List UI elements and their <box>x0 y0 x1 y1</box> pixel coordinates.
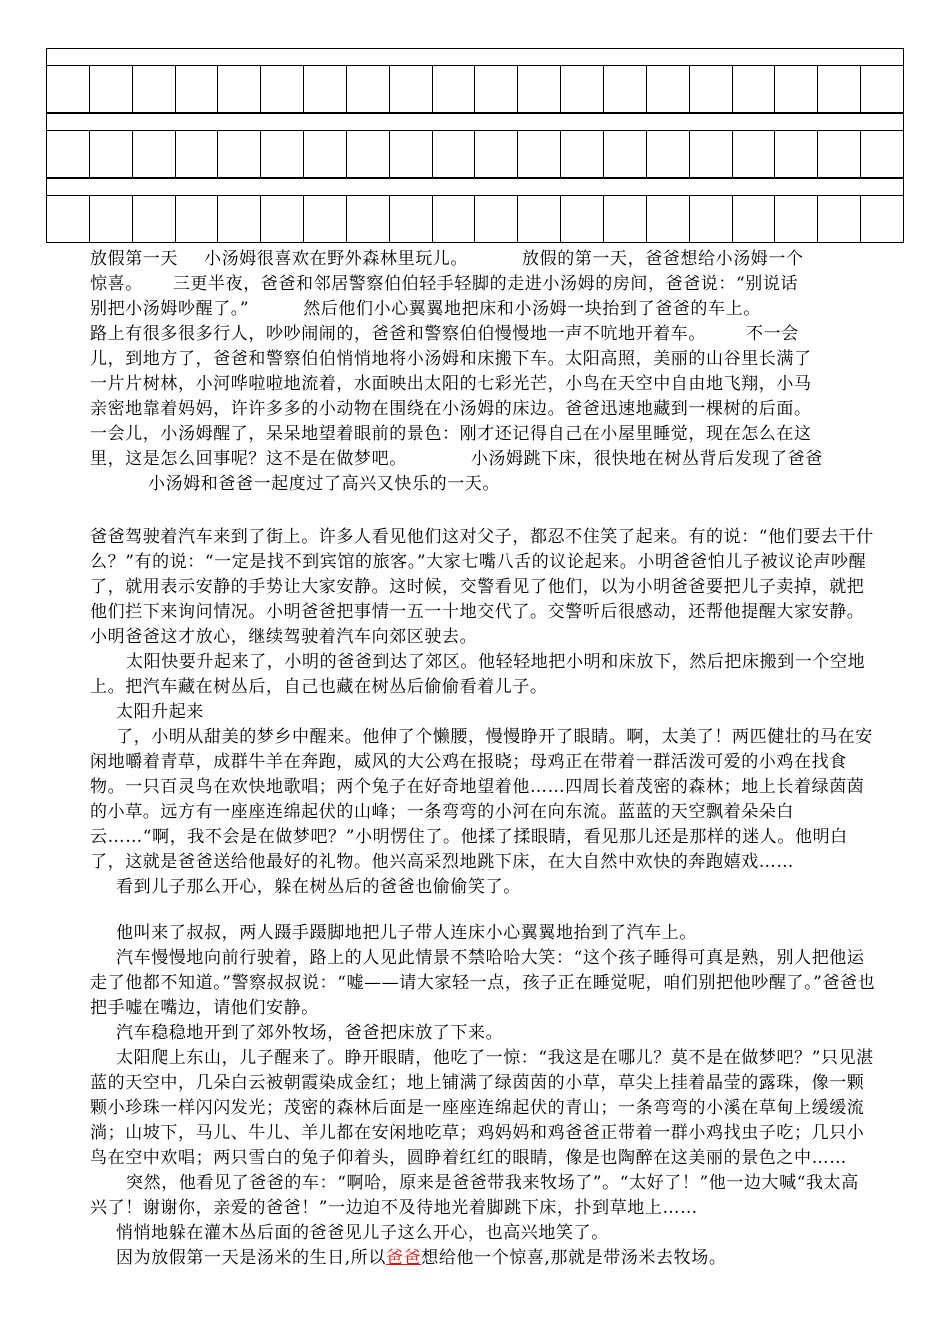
grid-cell <box>647 66 690 112</box>
story-text: 然后他们小心翼翼地把床和小汤姆一块抬到了爸爸的车上。 <box>303 299 761 319</box>
grid-cell <box>433 66 476 112</box>
story-text: 想给他一个惊喜,那就是带汤米去牧场。 <box>421 1248 727 1268</box>
story-line: 儿，到地方了，爸爸和警察伯伯悄悄地将小汤姆和床搬下车。太阳高照，美丽的山谷里长满了 <box>90 349 812 369</box>
story-line <box>90 447 876 472</box>
story-line <box>90 272 876 297</box>
grid-cell <box>347 196 390 242</box>
story-line <box>90 247 876 272</box>
paragraph: 汽车稳稳地开到了郊外牧场，爸爸把床放了下来。 <box>116 1023 504 1043</box>
grid-cell <box>861 196 903 242</box>
grid-cell <box>647 196 690 242</box>
grid-row <box>46 195 904 243</box>
grid-cell <box>261 131 304 177</box>
grid-cell <box>475 196 518 242</box>
paragraph: 突然，他看见了爸爸的车：“啊哈，原来是爸爸带我来牧场了”。“太好了！”他一边大喊“我太高兴了！谢谢你，亲爱的爸爸！”一边迫不及待地光着脚跳下床，扑到草地上…… <box>90 1173 859 1218</box>
grid-cell <box>561 196 604 242</box>
story-line: 亲密地靠着妈妈，许许多多的小动物在围绕在小汤姆的床边。爸爸迅速地藏到一棵树的后面。 <box>90 399 812 419</box>
grid-cell <box>304 196 347 242</box>
grid-cell <box>176 66 219 112</box>
grid-cell <box>861 131 903 177</box>
story-line: 小汤姆和爸爸一起度过了高兴又快乐的一天。 <box>148 474 500 494</box>
story-text: 放假的第一天，爸爸想给小汤姆一个 <box>522 249 804 269</box>
paragraph: 汽车慢慢地向前行驶着，路上的人见此情景不禁哈哈大笑：“这个孩子睡得可真是熟，别人把他运走了他都不知道。”警察叔叔说：“嘘——请大家轻一点，孩子正在睡觉呢，咱们别把他吵醒了。”爸爸也把手嘘在嘴边，请他们安静。 <box>90 948 876 1018</box>
story-text: 不一会 <box>746 324 799 344</box>
grid-cell <box>218 66 261 112</box>
story-one <box>90 247 876 497</box>
grid-cell <box>347 131 390 177</box>
grid-cell <box>690 196 733 242</box>
story-line <box>90 322 876 347</box>
grid-cell <box>818 66 861 112</box>
grid-cell <box>518 196 561 242</box>
grid-cell <box>133 66 176 112</box>
paragraph: 悄悄地躲在灌木丛后面的爸爸见儿子这么开心，也高兴地笑了。 <box>116 1223 609 1243</box>
grid-cell <box>347 66 390 112</box>
story-text: 小汤姆跳下床，很快地在树丛背后发现了爸爸 <box>470 449 823 469</box>
grid-cell <box>690 131 733 177</box>
story-two <box>90 525 876 900</box>
grid-cell <box>775 66 818 112</box>
grid-cell <box>604 66 647 112</box>
grid-cell <box>47 196 90 242</box>
grid-cell <box>647 131 690 177</box>
grid-cell <box>304 131 347 177</box>
grid-cell <box>390 196 433 242</box>
grid-row <box>46 130 904 178</box>
story-text: 三更半夜，爸爸和邻居警察伯伯轻手轻脚的走进小汤姆的房间，爸爸说：“别说话 <box>172 274 799 294</box>
story-line: 一会儿，小汤姆醒了，呆呆地望着眼前的景色：刚才还记得自己在小屋里睡觉，现在怎么在这 <box>90 424 812 444</box>
grid-cell <box>604 131 647 177</box>
grid-cell <box>690 66 733 112</box>
paragraph: 太阳升起来 <box>116 702 204 722</box>
grid-cell <box>561 131 604 177</box>
grid-cell <box>733 131 776 177</box>
grid-cell <box>818 196 861 242</box>
story-text: 小汤姆很喜欢在野外森林里玩儿。 <box>204 249 468 269</box>
story-text: 惊喜。 <box>90 274 143 294</box>
grid-cell <box>133 196 176 242</box>
grid-separator <box>46 178 904 195</box>
story-text: 因为放假第一天是汤米的生日,所以 <box>116 1248 387 1268</box>
highlighted-word: 爸爸 <box>386 1248 422 1268</box>
paragraph: 爸爸驾驶着汽车来到了街上。许多人看见他们这对父子，都忍不住笑了起来。有的说：“他们要去干什么？”有的说：“一定是找不到宾馆的旅客。”大家七嘴八舌的议论起来。小明爸爸怕儿子被议论声吵醒了，就用表示安静的手势让大家安静。这时候，交警看见了他们，以为小明爸爸要把儿子卖掉，就把他们拦下来询问情况。小明爸爸把事情一五一十地交代了。交警听后很感动，还帮他提醒大家安静。小明爸爸这才放心，继续驾驶着汽车向郊区驶去。 <box>90 527 874 647</box>
story-three <box>90 921 876 1271</box>
story-text: 别把小汤姆吵醒了。” <box>90 299 250 319</box>
grid-cell <box>775 196 818 242</box>
grid-cell <box>433 196 476 242</box>
grid-cell <box>604 196 647 242</box>
grid-cell <box>390 131 433 177</box>
grid-cell <box>218 196 261 242</box>
grid-cell <box>475 66 518 112</box>
grid-cell <box>218 131 261 177</box>
grid-separator <box>46 113 904 130</box>
grid-cell <box>733 66 776 112</box>
grid-cell <box>47 66 90 112</box>
grid-cell <box>475 131 518 177</box>
paragraph: 了，小明从甜美的梦乡中醒来。他伸了个懒腰，慢慢睁开了眼睛。啊，太美了！两匹健壮的马在安闲地嚼着青草，成群牛羊在奔跑，威风的大公鸡在报晓；母鸡正在带着一群活泼可爱的小鸡在找食物。一只百灵鸟在欢快地歌唱；两个兔子在好奇地望着他……四周长着茂密的森林；地上长着绿茵茵的小草。远方有一座座连绵起伏的山峰；一条弯弯的小河在向东流。蓝蓝的天空飘着朵朵白云……“啊，我不会是在做梦吧？”小明愣住了。他揉了揉眼睛，看见那儿还是那样的迷人。他明白了，这就是爸爸送给他最好的礼物。他兴高采烈地跳下床，在大自然中欢快的奔跑嬉戏…… <box>90 727 873 872</box>
grid-row <box>46 65 904 113</box>
grid-cell <box>176 196 219 242</box>
grid-cell <box>133 131 176 177</box>
grid-cell <box>561 66 604 112</box>
grid-cell <box>47 131 90 177</box>
grid-cell <box>90 66 133 112</box>
paragraph: 太阳快要升起来了，小明的爸爸到达了郊区。他轻轻地把小明和床放下，然后把床搬到一个空地上。把汽车藏在树丛后，自己也藏在树丛后偷偷看着儿子。 <box>90 652 866 697</box>
writing-grid <box>46 48 904 243</box>
paragraph <box>90 1246 876 1271</box>
grid-cell <box>390 66 433 112</box>
grid-cell <box>90 196 133 242</box>
grid-cell <box>861 66 903 112</box>
grid-cell <box>518 131 561 177</box>
grid-cell <box>304 66 347 112</box>
grid-cell <box>775 131 818 177</box>
story-line <box>90 297 876 322</box>
story-title: 放假第一天 <box>90 249 178 269</box>
grid-cell <box>261 66 304 112</box>
grid-cell <box>518 66 561 112</box>
paragraph: 他叫来了叔叔，两人蹑手蹑脚地把儿子带人连床小心翼翼地抬到了汽车上。 <box>116 923 697 943</box>
grid-separator <box>46 48 904 65</box>
grid-cell <box>176 131 219 177</box>
story-text: 路上有很多很多行人，吵吵闹闹的，爸爸和警察伯伯慢慢地一声不吭地开着车。 <box>90 324 706 344</box>
grid-cell <box>90 131 133 177</box>
story-line: 一片片树林，小河哗啦啦地流着，水面映出太阳的七彩光芒，小鸟在天空中自由地飞翔，小马 <box>90 374 812 394</box>
grid-cell <box>818 131 861 177</box>
paragraph: 太阳爬上东山，儿子醒来了。睁开眼睛，他吃了一惊：“我这是在哪儿？莫不是在做梦吧？”只见湛蓝的天空中，几朵白云被朝霞染成金红；地上铺满了绿茵茵的小草，草尖上挂着晶莹的露珠，像一颗颗小珍珠一样闪闪发光；茂密的森林后面是一座座连绵起伏的青山；一条弯弯的小溪在草甸上缓缓流淌；山坡下，马儿、牛儿、羊儿都在安闲地吃草；鸡妈妈和鸡爸爸正带着一群小鸡找虫子吃；几只小鸟在空中欢唱；两只雪白的兔子仰着头，圆睁着红红的眼睛，像是也陶醉在这美丽的景色之中…… <box>90 1048 874 1168</box>
grid-cell <box>261 196 304 242</box>
paragraph: 看到儿子那么开心，躲在树丛后的爸爸也偷偷笑了。 <box>116 877 521 897</box>
grid-cell <box>433 131 476 177</box>
story-text: 里，这是怎么回事呢？这不是在做梦吧。 <box>90 449 407 469</box>
grid-cell <box>733 196 776 242</box>
